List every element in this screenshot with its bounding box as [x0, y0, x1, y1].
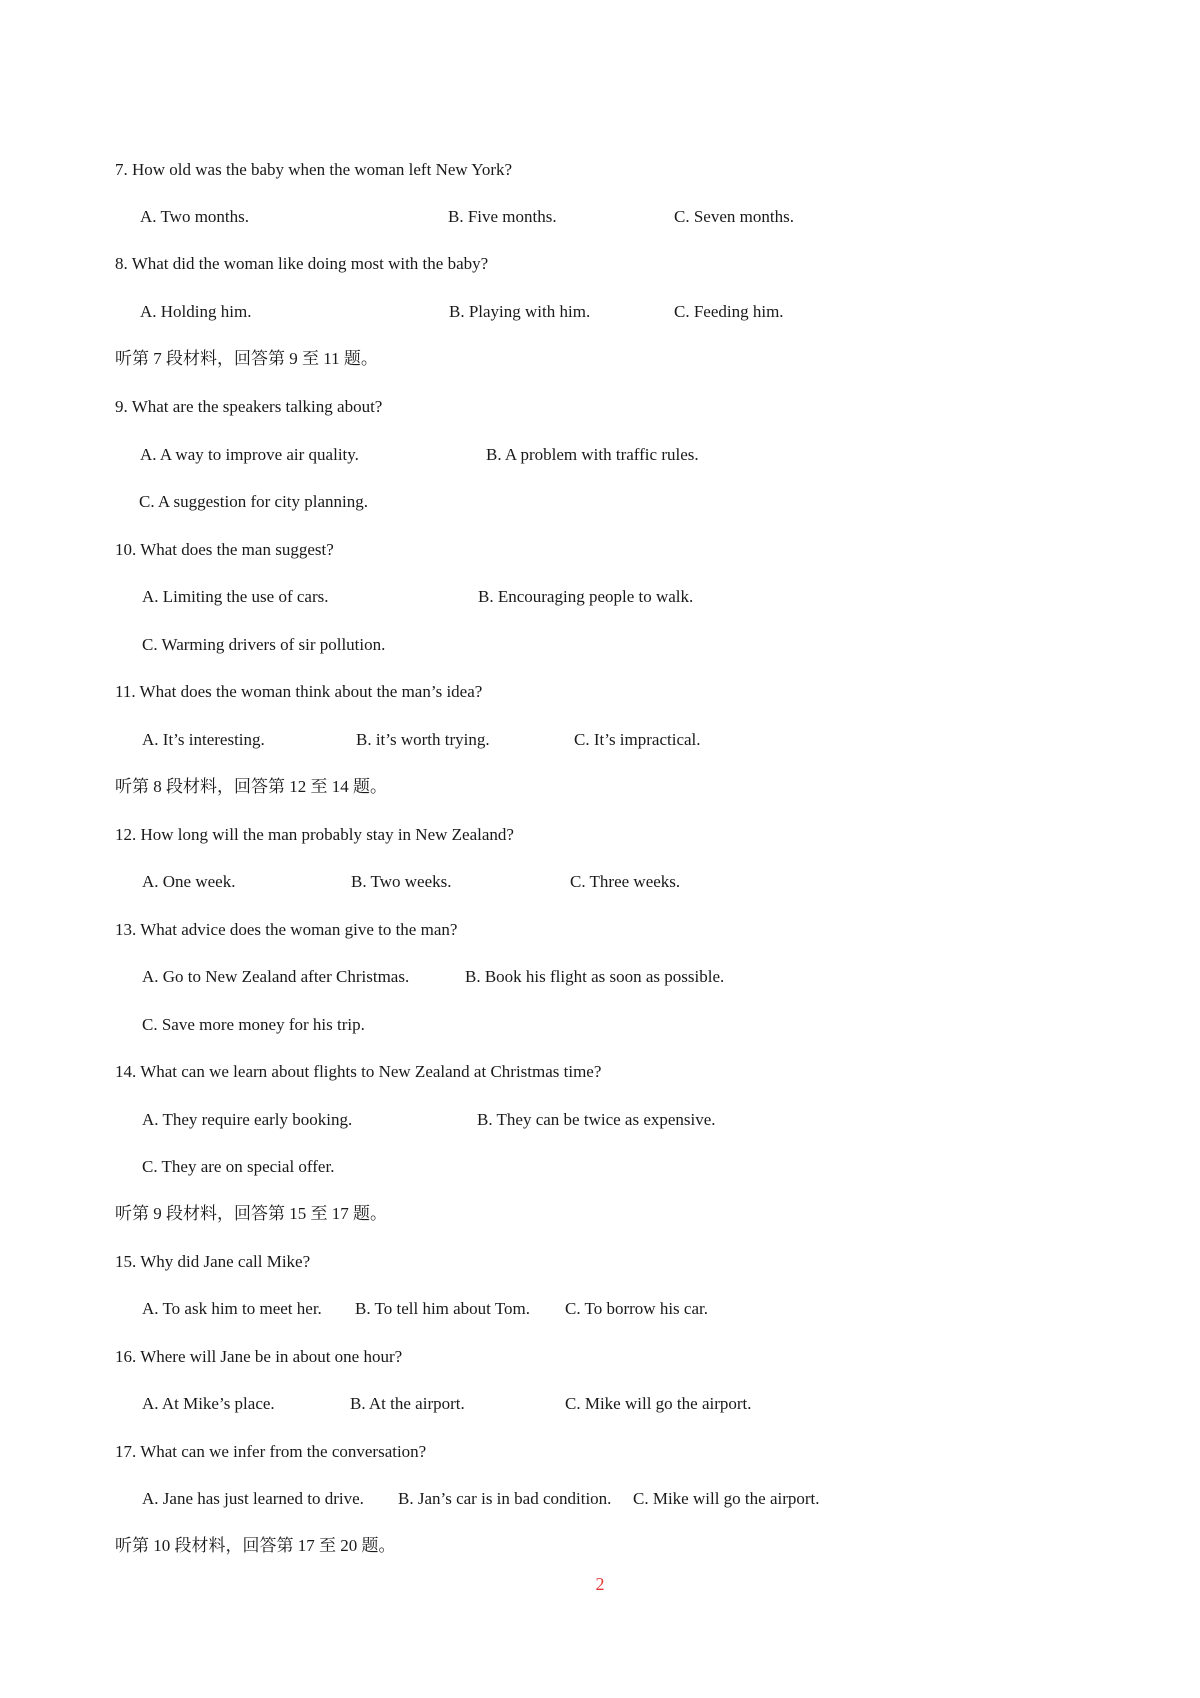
question-13: 13. What advice does the woman give to the man?	[115, 920, 458, 939]
q15-option-a: A. To ask him to meet her.	[142, 1299, 322, 1318]
q12-option-c: C. Three weeks.	[570, 872, 681, 891]
q16-option-c: C. Mike will go the airport.	[565, 1394, 752, 1413]
q14-option-b: B. They can be twice as expensive.	[477, 1110, 716, 1129]
q16-option-b: B. At the airport.	[350, 1394, 465, 1413]
q15-option-b: B. To tell him about Tom.	[355, 1299, 531, 1318]
q13-option-b: B. Book his flight as soon as possible.	[465, 967, 725, 986]
q12-option-a: A. One week.	[142, 872, 236, 891]
q11-option-b: B. it’s worth trying.	[356, 730, 490, 749]
section-7-instruction: 听第 7 段材料，回答第 9 至 11 题。	[115, 349, 378, 368]
q10-option-b: B. Encouraging people to walk.	[478, 587, 694, 606]
q15-option-c: C. To borrow his car.	[565, 1299, 708, 1318]
q8-option-b: B. Playing with him.	[449, 302, 591, 321]
section-9-instruction: 听第 9 段材料，回答第 15 至 17 题。	[115, 1204, 387, 1223]
q14-option-a: A. They require early booking.	[142, 1110, 353, 1129]
q17-option-b: B. Jan’s car is in bad condition.	[398, 1489, 612, 1508]
question-10: 10. What does the man suggest?	[115, 540, 334, 559]
question-8: 8. What did the woman like doing most with the baby?	[115, 254, 489, 273]
q17-option-a: A. Jane has just learned to drive.	[142, 1489, 364, 1508]
q11-option-a: A. It’s interesting.	[142, 730, 265, 749]
question-14: 14. What can we learn about flights to New Zealand at Christmas time?	[115, 1062, 602, 1081]
q14-option-c: C. They are on special offer.	[142, 1157, 335, 1176]
q9-option-b: B. A problem with traffic rules.	[486, 445, 699, 464]
q9-option-a: A. A way to improve air quality.	[140, 445, 359, 464]
q8-option-c: C. Feeding him.	[674, 302, 784, 321]
q7-option-a: A. Two months.	[140, 207, 250, 226]
q7-option-c: C. Seven months.	[674, 207, 794, 226]
question-11: 11. What does the woman think about the man’s idea?	[115, 682, 483, 701]
question-15: 15. Why did Jane call Mike?	[115, 1252, 311, 1271]
q10-option-a: A. Limiting the use of cars.	[142, 587, 329, 606]
question-17: 17. What can we infer from the conversation?	[115, 1442, 427, 1461]
page-number: 2	[595, 1574, 605, 1594]
q12-option-b: B. Two weeks.	[351, 872, 452, 891]
question-7: 7. How old was the baby when the woman left New York?	[115, 160, 513, 179]
q7-option-b: B. Five months.	[448, 207, 557, 226]
question-12: 12. How long will the man probably stay in New Zealand?	[115, 825, 514, 844]
q17-option-c: C. Mike will go the airport.	[633, 1489, 820, 1508]
question-9: 9. What are the speakers talking about?	[115, 397, 383, 416]
q10-option-c: C. Warming drivers of sir pollution.	[142, 635, 386, 654]
question-16: 16. Where will Jane be in about one hour?	[115, 1347, 403, 1366]
q9-option-c: C. A suggestion for city planning.	[139, 492, 369, 511]
q13-option-c: C. Save more money for his trip.	[142, 1015, 365, 1034]
q8-option-a: A. Holding him.	[140, 302, 252, 321]
q11-option-c: C. It’s impractical.	[574, 730, 701, 749]
q13-option-a: A. Go to New Zealand after Christmas.	[142, 967, 410, 986]
section-8-instruction: 听第 8 段材料，回答第 12 至 14 题。	[115, 777, 387, 796]
q16-option-a: A. At Mike’s place.	[142, 1394, 275, 1413]
section-10-instruction: 听第 10 段材料，回答第 17 至 20 题。	[115, 1536, 396, 1555]
